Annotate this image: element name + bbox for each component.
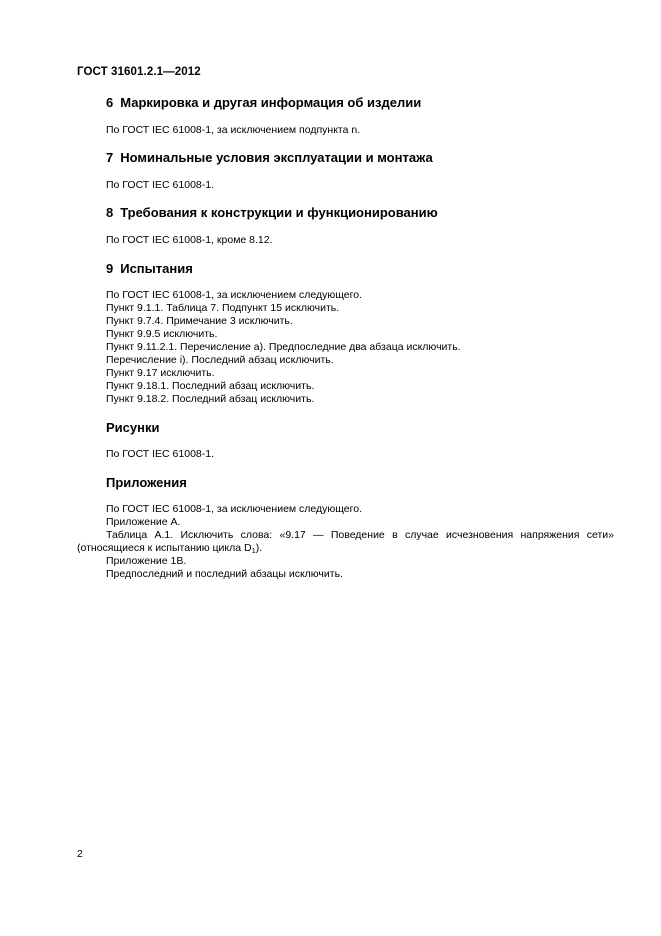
annexes-table-line: Таблица А.1. Исключить слова: «9.17 — Поведение в случае исчезновения напряжения сети» bbox=[106, 529, 614, 541]
section-7-heading bbox=[106, 150, 433, 165]
section-9-line: Пункт 9.18.2. Последний абзац исключить. bbox=[106, 393, 315, 405]
section-6-title: Маркировка и другая информация об изделии bbox=[120, 95, 422, 110]
annexes-cont-subscript: 1 bbox=[251, 546, 256, 555]
annexes-continuation-line bbox=[77, 542, 614, 555]
section-9-title: Испытания bbox=[120, 261, 193, 276]
section-8-text: По ГОСТ IEC 61008-1, кроме 8.12. bbox=[106, 234, 273, 246]
annexes-line: Приложение 1В. bbox=[106, 555, 187, 567]
annexes-line: По ГОСТ IEC 61008-1, за исключением следующего. bbox=[106, 503, 362, 515]
section-7-text: По ГОСТ IEC 61008-1. bbox=[106, 179, 215, 191]
section-9-line: По ГОСТ IEC 61008-1, за исключением следующего. bbox=[106, 289, 362, 301]
document-header-id: ГОСТ 31601.2.1—2012 bbox=[77, 66, 201, 78]
section-6-heading bbox=[106, 95, 421, 110]
section-8-heading bbox=[106, 205, 438, 220]
section-7-title: Номинальные условия эксплуатации и монтажа bbox=[120, 150, 433, 165]
section-9-line: Пункт 9.1.1. Таблица 7. Подпункт 15 исключить. bbox=[106, 302, 340, 314]
annexes-cont-post: ). bbox=[255, 542, 263, 554]
figures-text: По ГОСТ IEC 61008-1. bbox=[106, 448, 215, 460]
section-6-number: 6 bbox=[106, 95, 114, 110]
section-9-number: 9 bbox=[106, 261, 114, 276]
section-9-line: Перечисление i). Последний абзац исключить. bbox=[106, 354, 334, 366]
annexes-line: Предпоследний и последний абзацы исключить. bbox=[106, 568, 343, 580]
annexes-cont-pre: (относящиеся к испытанию цикла D bbox=[77, 542, 252, 554]
section-9-heading bbox=[106, 261, 193, 276]
figures-heading: Рисунки bbox=[106, 420, 160, 435]
section-8-number: 8 bbox=[106, 205, 114, 220]
section-9-body bbox=[77, 289, 614, 406]
annexes-body bbox=[77, 503, 614, 581]
section-9-line: Пункт 9.11.2.1. Перечисление а). Предпоследние два абзаца исключить. bbox=[106, 341, 461, 353]
page-number: 2 bbox=[77, 848, 83, 860]
section-9-line: Пункт 9.17 исключить. bbox=[106, 367, 215, 379]
section-6-text: По ГОСТ IEC 61008-1, за исключением подпункта n. bbox=[106, 124, 361, 136]
section-8-title: Требования к конструкции и функционированию bbox=[120, 205, 438, 220]
section-9-line: Пункт 9.18.1. Последний абзац исключить. bbox=[106, 380, 315, 392]
section-9-line: Пункт 9.9.5 исключить. bbox=[106, 328, 218, 340]
annexes-line: Приложение А. bbox=[106, 516, 181, 528]
section-7-number: 7 bbox=[106, 150, 114, 165]
section-9-line: Пункт 9.7.4. Примечание 3 исключить. bbox=[106, 315, 293, 327]
annexes-heading: Приложения bbox=[106, 475, 187, 490]
